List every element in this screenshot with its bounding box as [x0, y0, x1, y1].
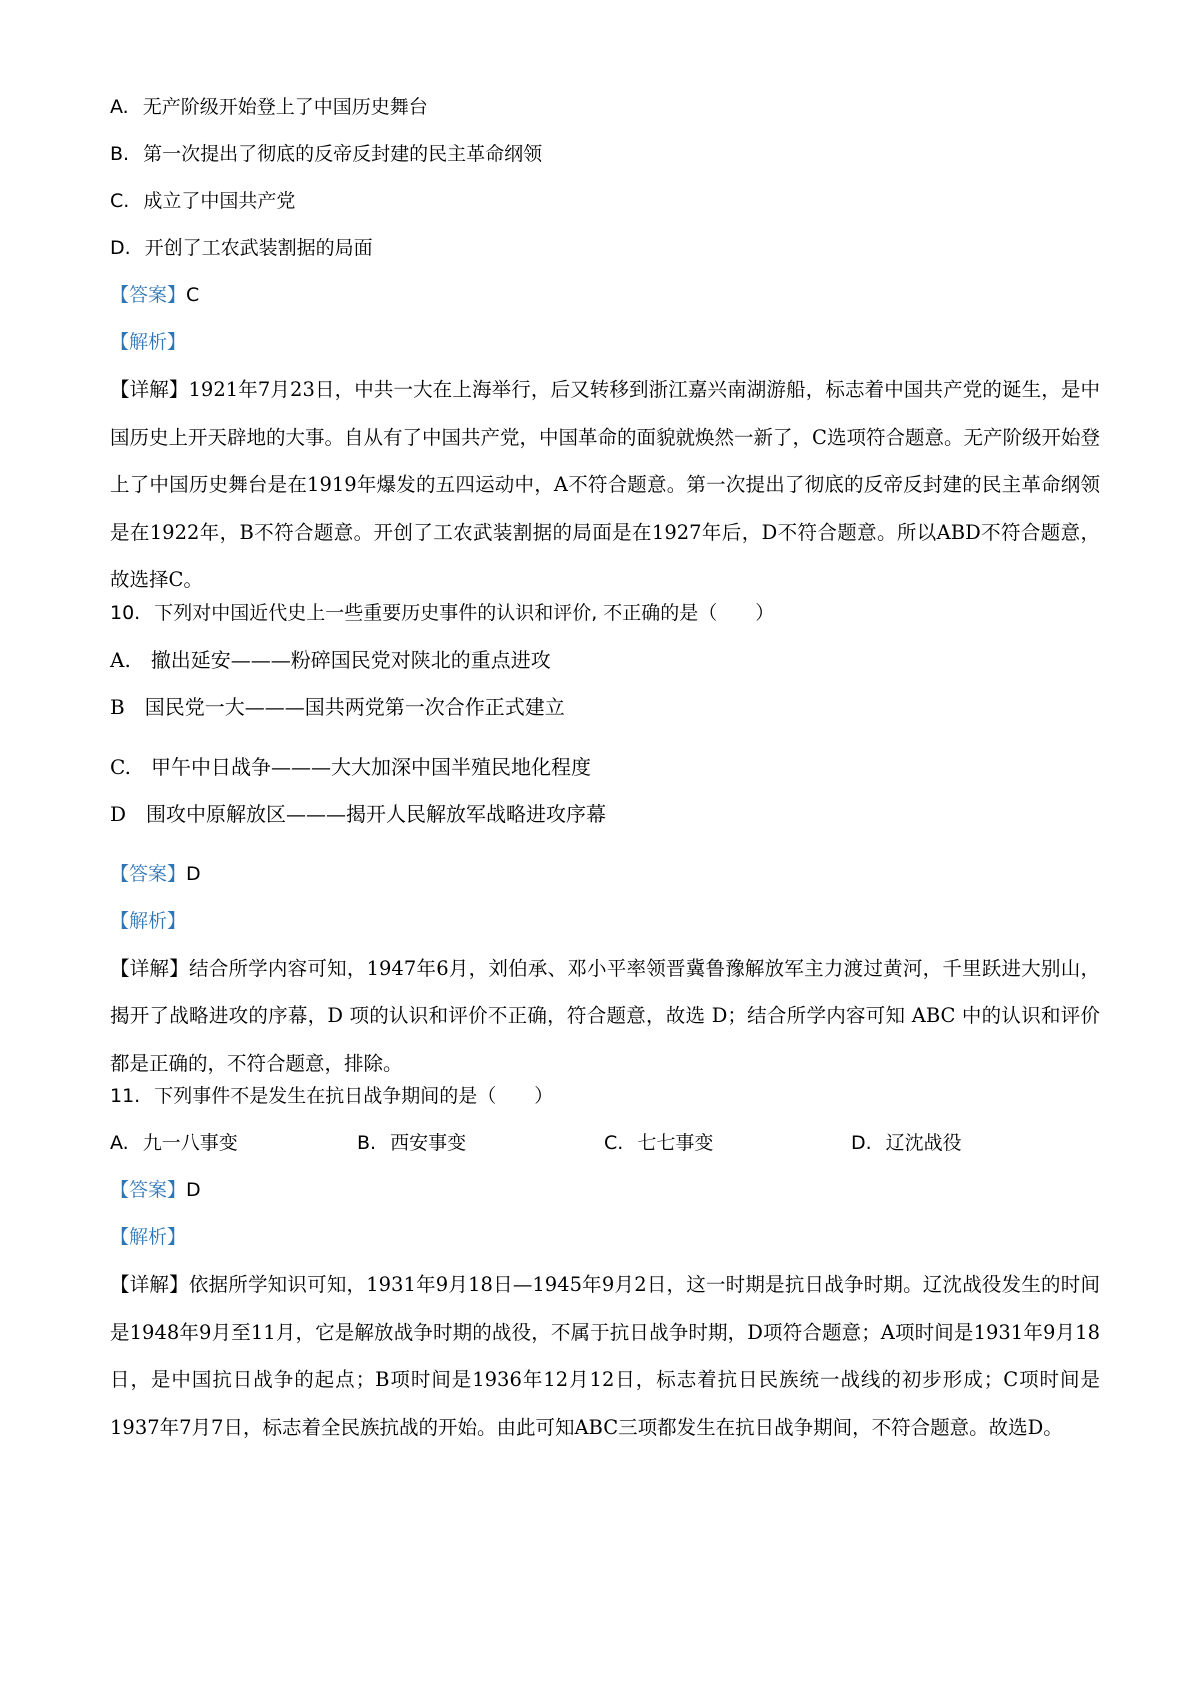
answer-label: 【答案】: [110, 284, 187, 306]
q9-option-b: [110, 139, 1100, 169]
option-text: 辽沈战役: [885, 1132, 962, 1154]
q9-answer: [110, 280, 1100, 310]
option-letter: B.: [110, 143, 130, 165]
option-letter: A.: [110, 647, 131, 672]
option-letter: C.: [110, 754, 131, 779]
q10-detail: [110, 945, 1100, 1088]
option-text: 围攻中原解放区———揭开人民解放军战略进攻序幕: [146, 801, 607, 826]
option-letter: D.: [110, 237, 131, 259]
q10-analysis: [110, 906, 1100, 936]
option-letter: B.: [357, 1132, 377, 1154]
option-letter: C.: [110, 190, 130, 212]
detail-text: 结合所学内容可知，1947年6月，刘伯承、邓小平率领晋冀鲁豫解放军主力渡过黄河，千里跃进大别山，揭开了战略进攻的序幕，D 项的认识和评价不正确，符合题意，故选 D；结合所学内容可知 ABC 中的认识和评价都是正确的，不符合题意，排除。: [110, 956, 1100, 1075]
option-text: 撤出延安———粉碎国民党对陕北的重点进攻: [150, 647, 551, 672]
q11-option-d: [851, 1128, 1098, 1158]
document-page: [110, 92, 1100, 1445]
q11-option-c: [604, 1128, 851, 1158]
answer-label: 【答案】: [110, 862, 187, 885]
q11-stem: [110, 1081, 1100, 1111]
option-text: 七七事变: [637, 1132, 714, 1154]
q11-detail: [110, 1261, 1100, 1451]
q10-option-b: [110, 692, 1100, 722]
option-text: 第一次提出了彻底的反帝反封建的民主革命纲领: [143, 143, 543, 165]
q11-option-b: [357, 1128, 604, 1158]
detail-text: 依据所学知识可知，1931年9月18日—1945年9月2日，这一时期是抗日战争时期。辽沈战役发生的时间是1948年9月至11月，它是解放战争时期的战役，不属于抗日战争时期，D项符合题意；A项时间是1931年9月18日，是中国抗日战争的起点；B项时间是1936年12月12日，标志着抗日民族统一战线的初步形成；C项时间是1937年7月7日，标志着全民族抗战的开始。由此可知ABC三项都发生在抗日战争期间，不符合题意。故选D。: [110, 1273, 1100, 1439]
detail-label: 【详解】: [110, 956, 189, 980]
answer-value: D: [186, 1179, 201, 1201]
detail-label: 【详解】: [110, 378, 189, 401]
analysis-label: 【解析】: [110, 1226, 187, 1248]
q10-answer: [110, 859, 1100, 889]
question-number: 11.: [110, 1085, 141, 1107]
detail-label: 【详解】: [110, 1273, 189, 1296]
q9-option-c: [110, 186, 1100, 216]
q11-analysis: [110, 1222, 1100, 1252]
option-text: 西安事变: [390, 1132, 467, 1154]
option-letter: D.: [851, 1132, 872, 1154]
option-letter: A.: [110, 96, 129, 118]
question-stem: 下列事件不是发生在抗日战争期间的是（ ）: [154, 1085, 554, 1107]
question-stem: 下列对中国近代史上一些重要历史事件的认识和评价, 不正确的是（ ）: [154, 601, 775, 624]
answer-label: 【答案】: [110, 1179, 187, 1201]
detail-text: 1921年7月23日，中共一大在上海举行，后又转移到浙江嘉兴南湖游船，标志着中国共产党的诞生，是中国历史上开天辟地的大事。自从有了中国共产党，中国革命的面貌就焕然一新了，C选项符合题意。无产阶级开始登上了中国历史舞台是在1919年爆发的五四运动中，A不符合题意。第一次提出了彻底的反帝反封建的民主革命纲领是在1922年，B不符合题意。开创了工农武装割据的局面是在1927年后，D不符合题意。所以ABD不符合题意，故选择C。: [110, 378, 1100, 591]
answer-value: C: [186, 284, 200, 306]
q11-options: [110, 1128, 1100, 1158]
option-text: 无产阶级开始登上了中国历史舞台: [142, 96, 428, 118]
q10-option-c: [110, 752, 1100, 782]
question-number: 10.: [110, 601, 141, 624]
q9-option-a: [110, 92, 1100, 122]
q11-option-a: [110, 1128, 357, 1158]
option-text: 成立了中国共产党: [143, 190, 296, 212]
q9-option-d: [110, 233, 1100, 263]
option-text: 国民党一大———国共两党第一次合作正式建立: [144, 694, 565, 719]
analysis-label: 【解析】: [110, 331, 187, 353]
answer-value: D: [186, 862, 201, 885]
q11-answer: [110, 1175, 1100, 1205]
analysis-label: 【解析】: [110, 909, 187, 932]
q10-option-a: [110, 645, 1100, 675]
q10-stem: [110, 598, 1100, 628]
q9-analysis: [110, 327, 1100, 357]
option-letter: D: [110, 801, 127, 826]
q10-option-d: [110, 799, 1100, 829]
option-letter: C.: [604, 1132, 624, 1154]
option-letter: B: [110, 694, 125, 719]
option-text: 甲午中日战争———大大加深中国半殖民地化程度: [150, 754, 591, 779]
q9-detail: [110, 366, 1100, 604]
option-letter: A.: [110, 1132, 129, 1154]
option-text: 九一八事变: [142, 1132, 238, 1154]
option-text: 开创了工农武装割据的局面: [144, 237, 373, 259]
